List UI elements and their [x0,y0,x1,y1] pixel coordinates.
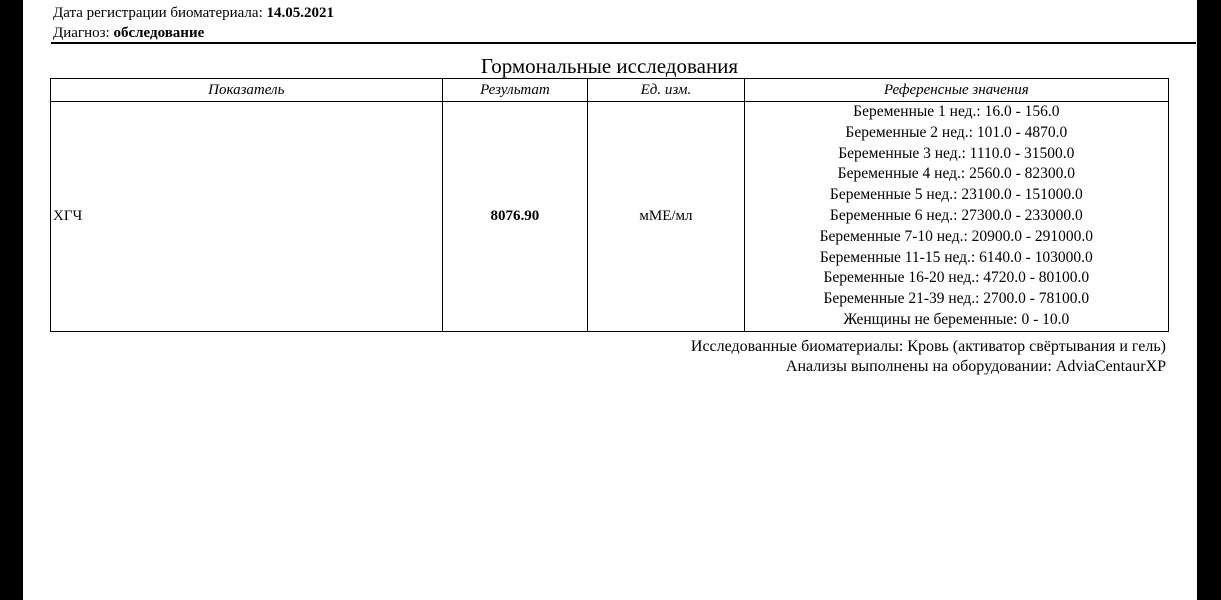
reference-line: Беременные 11-15 нед.: 6140.0 - 103000.0 [819,248,1093,266]
reference-line: Беременные 3 нед.: 1110.0 - 31500.0 [838,144,1075,162]
biomaterials-note: Исследованные биоматериалы: Кровь (активатор свёртывания и гель) [690,338,1166,355]
table-header-row [51,79,1169,102]
reference-line: Беременные 16-20 нед.: 4720.0 - 80100.0 [823,269,1090,287]
registration-date-label: Дата регистрации биоматериала: [53,5,263,21]
column-header-parameter: Показатель [51,79,443,102]
equipment-note: Анализы выполнены на оборудовании: AdviaCentaurXP [785,358,1166,375]
reference-line: Беременные 2 нед.: 101.0 - 4870.0 [845,123,1068,141]
registration-date-value: 14.05.2021 [266,5,334,21]
unit-cell: мМЕ/мл [588,102,744,332]
results-table [50,78,1169,332]
column-header-result: Результат [442,79,588,102]
reference-line: Женщины не беременные: 0 - 10.0 [843,310,1070,328]
table-row [51,102,1169,332]
reference-line: Беременные 4 нед.: 2560.0 - 82300.0 [837,165,1075,183]
reference-line: Беременные 21-39 нед.: 2700.0 - 78100.0 [823,290,1090,308]
reference-line: Беременные 7-10 нед.: 20900.0 - 291000.0 [819,227,1094,245]
diagnosis-line [53,24,204,42]
reference-line: Беременные 1 нед.: 16.0 - 156.0 [853,103,1060,120]
parameter-cell: ХГЧ [51,102,443,332]
column-header-reference: Референсные значения [744,79,1168,102]
reference-line: Беременные 6 нед.: 27300.0 - 233000.0 [829,206,1083,224]
document-page [23,0,1197,600]
section-title: Гормональные исследования [480,54,739,78]
diagnosis-value: обследование [113,25,205,41]
reference-line: Беременные 5 нед.: 23100.0 - 151000.0 [829,186,1083,204]
registration-date-line [53,4,334,22]
result-cell: 8076.90 [442,102,588,332]
reference-values-cell [744,102,1168,332]
header-divider [51,42,1196,44]
column-header-unit: Ед. изм. [588,79,744,102]
diagnosis-label: Диагноз: [53,25,110,41]
